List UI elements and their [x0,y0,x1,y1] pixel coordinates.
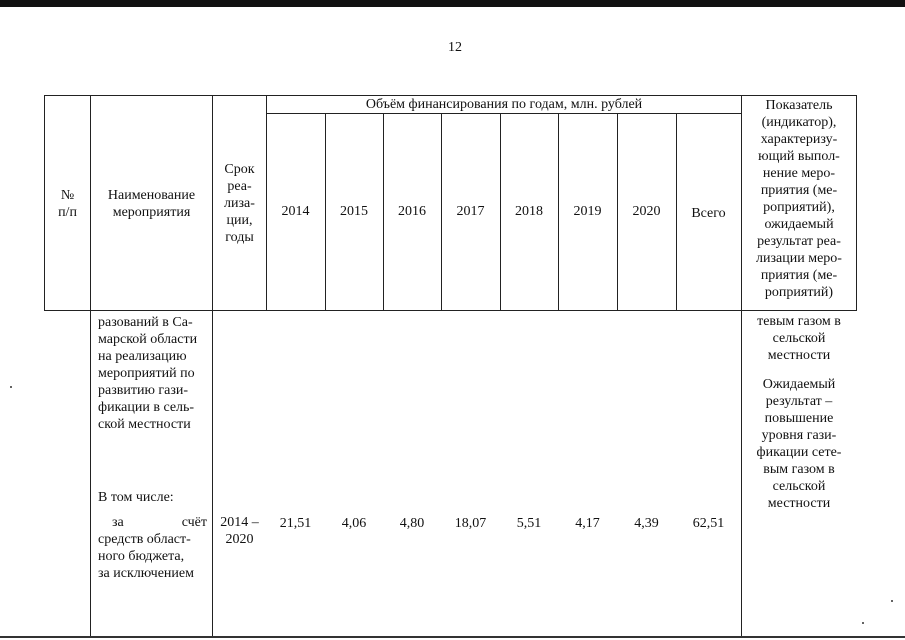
header-term: Срок реа- лиза- ции, годы [224,162,255,245]
value-2016: 4,80 [399,516,425,531]
measure-name-line: разований в Са- [98,315,193,330]
top-border [0,0,905,7]
sub-name-line: за исключением [98,566,194,581]
header-financing: Объём финансирования по годам, млн. рублей [365,97,643,112]
sub-term: 2014 – 2020 [220,515,259,547]
scan-speck [10,386,12,388]
year-2020: 2020 [632,204,661,219]
measure-name-line: марской области [98,332,198,347]
measure-name-line: ской местности [98,417,191,432]
year-2017: 2017 [456,204,485,219]
header-indicator: Показатель (индикатор), характеризу- ющий выпол- нение меро- приятия (ме- роприятий), ожидаемый результат реа- лизации меро- приятия (ме- роприятий) [756,98,842,300]
measure-name-line: развитию гази- [98,383,189,398]
year-2014: 2014 [281,204,310,219]
measure-name-line: мероприятий по [98,366,195,381]
header-total: Всего [691,206,726,221]
year-2016: 2016 [398,204,426,219]
header-number: № п/п [58,188,77,220]
year-2019: 2019 [573,204,602,219]
indicator-continuation: тевым газом в сельской местности [757,314,841,363]
sub-name-line: ного бюджета, [98,549,185,564]
value-2018: 5,51 [516,516,542,531]
value-2014: 21,51 [279,516,312,531]
year-2018: 2018 [515,204,543,219]
sub-name-word: за [112,515,124,530]
in-total-label: В том числе: [98,490,174,505]
year-2015: 2015 [340,204,368,219]
value-2015: 4,06 [341,516,367,531]
scan-speck [891,600,893,602]
value-2020: 4,39 [634,516,659,531]
sub-name-line [98,514,207,531]
scan-speck [862,622,864,624]
value-2017: 18,07 [454,516,487,531]
measure-name-line: на реализацию [98,349,187,364]
value-2019: 4,17 [575,516,600,531]
indicator-expected-result: Ожидаемый результат – повышение уровня гази- фикации сете- вым газом в сельской местности [756,377,842,511]
sub-name-word: счёт [181,515,207,530]
sub-measure-name [98,514,207,582]
measure-name [98,314,207,433]
header-name: Наименование мероприятия [107,188,196,220]
bottom-border [0,636,905,638]
page-number: 12 [448,40,462,55]
sub-name-line: средств област- [98,532,191,547]
value-total: 62,51 [692,516,725,531]
measure-name-line: фикации в сель- [98,400,195,415]
